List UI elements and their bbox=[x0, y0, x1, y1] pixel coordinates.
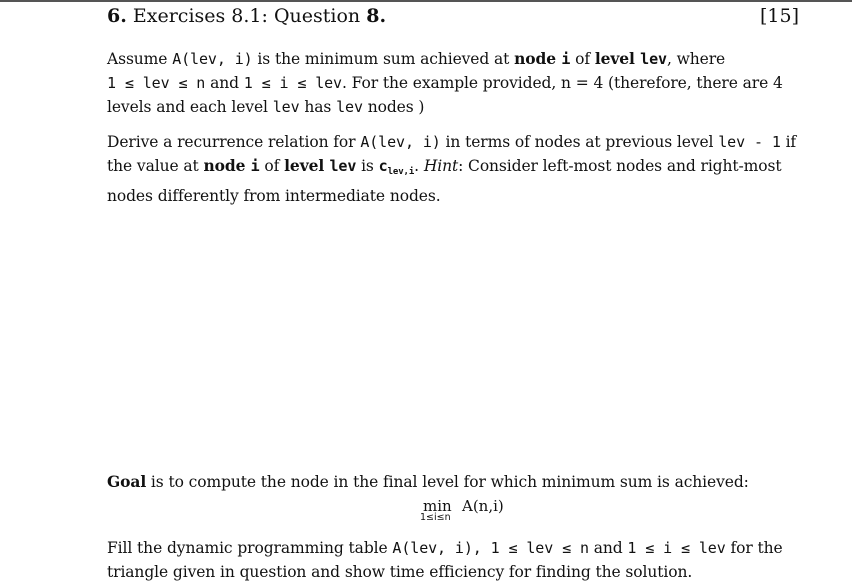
text: and bbox=[205, 74, 244, 92]
text: of bbox=[259, 157, 285, 175]
text: Derive a recurrence relation for bbox=[107, 133, 361, 151]
text: . For the example provided, n = 4 (therefore, there are 4 levels and each level bbox=[107, 74, 783, 116]
bold-node: node bbox=[514, 49, 562, 68]
text: nodes ) bbox=[362, 98, 425, 116]
min-expression: A(n,i) bbox=[462, 497, 504, 515]
bold-level: level bbox=[594, 49, 641, 68]
top-divider bbox=[0, 0, 852, 2]
text: if the value at bbox=[107, 133, 797, 175]
paragraph-fill-table bbox=[107, 536, 825, 584]
text: , where bbox=[666, 50, 726, 68]
min-formula bbox=[420, 497, 560, 531]
question-header bbox=[107, 4, 807, 28]
question-marks: [15] bbox=[759, 5, 799, 27]
text: Assume bbox=[107, 50, 173, 68]
text: is the minimum sum achieved at bbox=[252, 50, 515, 68]
code-i-range: 1 ≤ i ≤ lev bbox=[243, 74, 342, 92]
text: has bbox=[299, 98, 337, 116]
text: . bbox=[414, 157, 424, 175]
text: of bbox=[570, 50, 595, 68]
bold-level: level bbox=[284, 156, 330, 175]
code-table-range: A(lev, i), 1 ≤ lev ≤ n bbox=[392, 539, 589, 557]
min-operator: min bbox=[423, 497, 452, 515]
text: : Consider left-most nodes and right-most nodes differently from intermediate nodes. bbox=[107, 157, 782, 205]
text: Fill the dynamic programming table bbox=[107, 539, 393, 557]
question-subnumber: 8. bbox=[366, 5, 387, 27]
goal-label: Goal bbox=[107, 472, 147, 491]
text: for the triangle given in question and show time efficiency for finding the solution. bbox=[107, 539, 783, 581]
hint-label: Hint bbox=[423, 157, 459, 175]
code-lev: lev bbox=[640, 50, 667, 68]
bold-node: node bbox=[203, 156, 251, 175]
text: in terms of nodes at previous level bbox=[440, 133, 719, 151]
code-lev-range: 1 ≤ lev ≤ n bbox=[107, 74, 206, 92]
code-lev: lev bbox=[272, 98, 300, 116]
text: and bbox=[588, 539, 628, 557]
code-c-subscript: lev,i bbox=[387, 167, 415, 177]
question-title: Exercises 8.1: Question bbox=[132, 5, 361, 27]
code-a-lev-i: A(lev, i) bbox=[172, 50, 253, 68]
code-lev: lev bbox=[336, 98, 363, 116]
code-i: i bbox=[561, 50, 571, 68]
code-c: c bbox=[378, 157, 388, 175]
code-a-lev-i: A(lev, i) bbox=[360, 133, 441, 151]
code-lev: lev bbox=[329, 157, 357, 175]
text: is to compute the node in the final level for which minimum sum is achieved: bbox=[146, 473, 749, 491]
question-number: 6. bbox=[107, 5, 127, 27]
paragraph-goal bbox=[107, 470, 825, 494]
text: is bbox=[356, 157, 379, 175]
code-i: i bbox=[250, 157, 260, 175]
min-range: 1≤i≤n bbox=[420, 512, 451, 523]
code-lev-minus-1: lev - 1 bbox=[718, 133, 781, 151]
paragraph-definition bbox=[107, 47, 825, 119]
paragraph-recurrence bbox=[107, 130, 825, 208]
code-i-range: 1 ≤ i ≤ lev bbox=[627, 539, 726, 557]
